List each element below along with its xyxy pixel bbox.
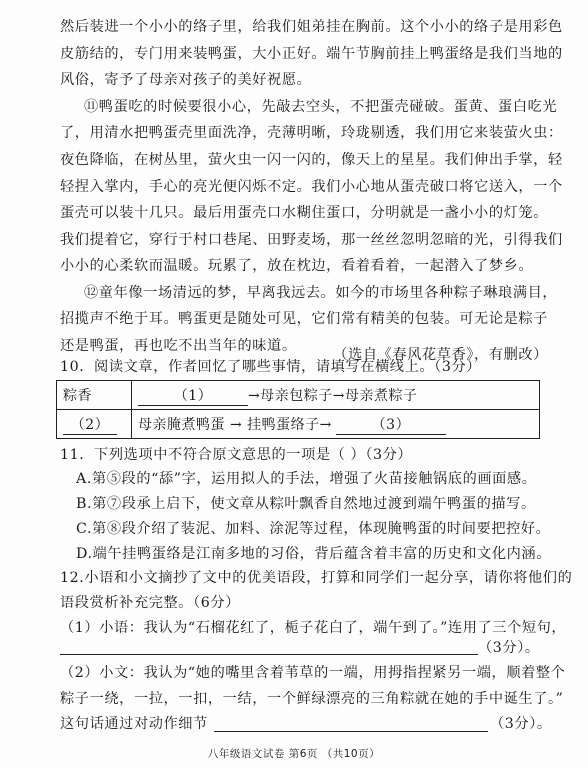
passage-line: 蛋壳可以装十几只。最后用蛋壳口水糊住蛋口，分明就是一盏小小的灯笼。 [60, 205, 548, 221]
passage-line: 还是鸭蛋，再也吃不出当年的味道。 [60, 338, 297, 354]
q12-part2: （2）小文：我认为“她的嘴里含着苇草的一端，用拇指捏紧另一端，顺着整个 [60, 665, 566, 681]
page-footer: 八年级语文试卷 第6页 （共10页） [207, 748, 381, 760]
passage-line: 夜色降临，在树丛里，萤火虫一闪一闪的，像天上的星星。我们伸出手掌，轻 [60, 152, 563, 168]
table-row [57, 410, 540, 439]
answer-line-1[interactable] [60, 654, 478, 655]
passage-line: 轻捏入掌内，手心的亮光便闪烁不定。我们小心地从蛋壳破口将它送入，一个 [60, 179, 563, 195]
q12-stem: 12.小语和小文摘抄了文中的优美语段，打算和同学们一起分享，请你将他们的 [60, 570, 573, 586]
q10-row1-cell [132, 381, 540, 410]
paragraph-11-start: ⑪鸭蛋吃的时候要很小心，先敲去空头，不把蛋壳碰破。蛋黄、蛋白吃光 [84, 99, 558, 115]
table-row [57, 381, 540, 410]
q11-option-c[interactable]: C.第⑧段介绍了装泥、加料、涂泥等过程，体现腌鸭蛋的时间要把控好。 [76, 521, 551, 537]
q10-row1-text: →母亲包粽子→母亲煮粽子 [248, 387, 418, 404]
q12-part2-score: （3分）。 [490, 716, 552, 732]
q10-table [56, 380, 540, 439]
q10-stem: 10．阅读文章，作者回忆了哪些事情，请填写在横线上。（3分） [60, 359, 482, 375]
q11-option-b[interactable]: B.第⑦段承上启下，使文章从粽叶飘香自然地过渡到端午鸭蛋的描写。 [76, 496, 536, 512]
q12-part1: （1）小语：我认为“石榴花红了，栀子花白了，端午到了。”连用了三个短句， [60, 620, 567, 636]
q12-part1-score: （3分）。 [478, 640, 540, 656]
q11-option-a[interactable]: A.第⑤段的“舔”字，运用拟人的手法，增强了火苗接触锅底的画面感。 [76, 471, 537, 487]
q11-option-d[interactable]: D.端午挂鸭蛋络是江南多地的习俗，背后蕴含着丰富的历史和文化内涵。 [76, 546, 551, 562]
q11-stem: 11．下列选项中不符合原文意思的一项是（ ）（3分） [60, 447, 413, 463]
passage-line: 风俗，寄予了母亲对孩子的美好祝愿。 [60, 72, 312, 88]
q10-row2-text: 母亲腌煮鸭蛋 → 挂鸭蛋络子→ [138, 416, 332, 433]
paragraph-12-start: ⑫童年像一场清远的梦，早离我远去。如今的市场里各种粽子琳琅满目， [84, 285, 558, 301]
passage-line: 皮筋结的，专门用来装鸭蛋，大小正好。端午节胸前挂上鸭蛋络是我们当地的 [60, 46, 563, 62]
answer-blank-1[interactable]: （1） [138, 385, 248, 406]
answer-line-2[interactable] [214, 731, 488, 732]
q12-part2-cont: 粽子一绕，一拉，一扣，一结，一个鲜绿漂亮的三角粽就在她的手中诞生了。” [60, 691, 564, 707]
answer-blank-3[interactable]: （3） [336, 414, 446, 435]
passage-line: 招揽声不绝于耳。鸭蛋更是随处可见，它们常有精美的包装。可无论是粽子 [60, 311, 548, 327]
source-citation: （选自《春风花草香》，有删改） [333, 347, 548, 363]
passage-line: 我们提着它，穿行于村口巷尾、田野麦场，那一丝丝忽明忽暗的光，引得我们 [60, 232, 563, 248]
q12-part2-prompt: 这句话通过对动作细节 [60, 716, 208, 732]
passage-line: 小小的心柔软而温暖。玩累了，放在枕边，看着看着，一起潜入了梦乡。 [60, 258, 534, 274]
q10-row2-cell [132, 410, 540, 439]
passage-line: 了，用清水把鸭蛋壳里面洗净，壳薄明晰，玲珑剔透，我们用它来装萤火虫： [60, 125, 563, 141]
passage-line: 然后装进一个小小的络子里，给我们姐弟挂在胸前。这个小小的络子是用彩色 [60, 19, 563, 35]
q12-stem-cont: 语段赏析补充完整。（6分） [60, 595, 240, 611]
q10-label-zongxiang: 粽香 [57, 381, 132, 410]
answer-blank-2[interactable]: （2） [63, 414, 117, 435]
q10-row2-label-cell [57, 410, 132, 439]
